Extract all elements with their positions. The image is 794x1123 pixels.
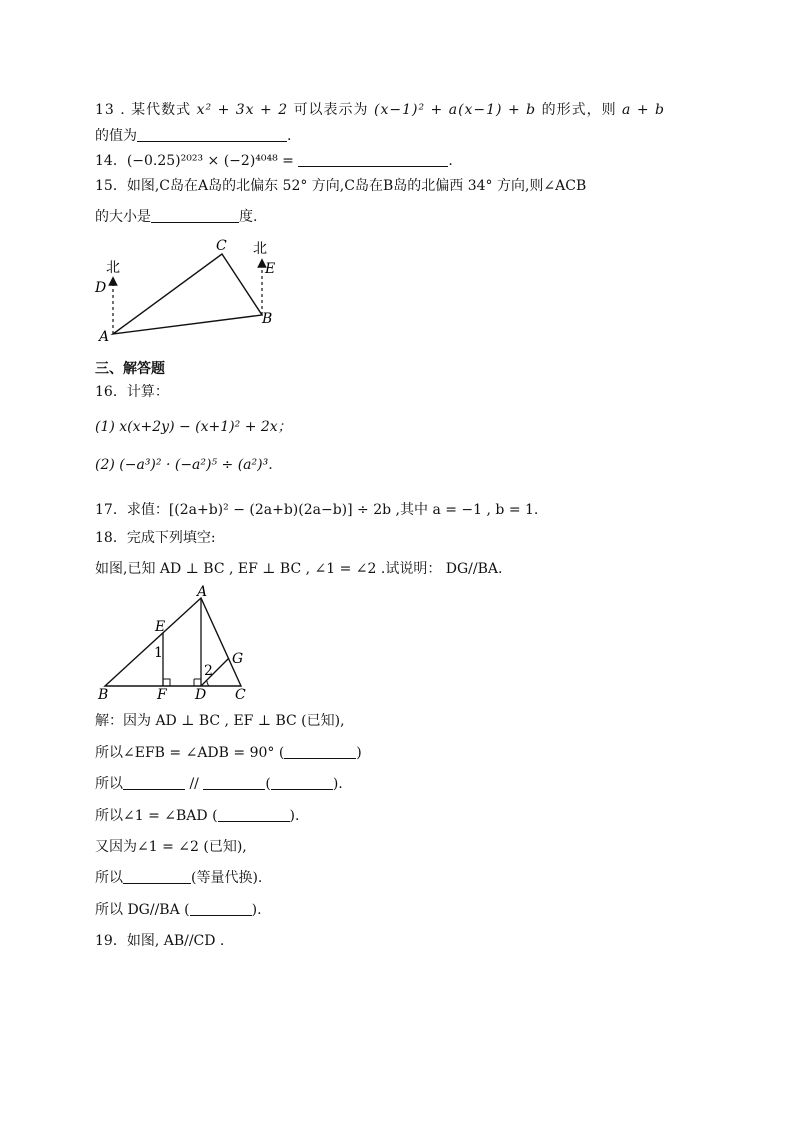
q15-unit: 度. — [239, 209, 258, 225]
figure-18 — [95, 585, 255, 705]
q18-step7-text: 所以 DG//BA ( — [95, 902, 190, 918]
question-14: 14．(−0.25)²⁰²³ × (−2)⁴⁰⁴⁸ = . — [95, 153, 453, 169]
fig18-point-d: D — [195, 687, 207, 703]
q18-given: 如图,已知 AD ⊥ BC , EF ⊥ BC , ∠1 = ∠2 .试说明： DG//BA. — [95, 561, 503, 577]
question-16-part2 — [95, 455, 273, 475]
q18-step4 — [95, 806, 299, 826]
q18-step6-blank[interactable] — [123, 869, 191, 884]
q18-step3-reason-blank[interactable] — [271, 775, 333, 790]
fig18-point-f: F — [157, 687, 167, 703]
question-18-given — [95, 559, 502, 579]
angle-2-arc — [207, 681, 209, 686]
fig18-point-b: B — [98, 687, 109, 703]
q15-line2: 的大小是 — [95, 209, 151, 225]
q18-step7-blank[interactable] — [190, 901, 252, 916]
q18-step3-parallel: // — [189, 776, 199, 792]
fig18-angle-1-label: 1 — [154, 645, 163, 661]
question-18-title — [95, 528, 216, 548]
q18-step5 — [95, 837, 247, 857]
q18-step3-close: ). — [332, 776, 343, 792]
q18-step4-blank[interactable] — [218, 807, 290, 822]
question-16-title — [95, 382, 169, 402]
right-angle-f — [163, 679, 170, 686]
question-16-part1 — [95, 417, 292, 437]
q18-step7 — [95, 900, 262, 920]
q14-text: 14．(−0.25)²⁰²³ × (−2)⁴⁰⁴⁸ = — [95, 153, 294, 169]
point-c-label: C — [216, 238, 227, 254]
q18-step6-text: 所以 — [95, 870, 123, 886]
section-title — [95, 359, 165, 379]
fig18-point-a: A — [197, 585, 208, 600]
q16-title: 16．计算： — [95, 384, 169, 400]
q16-part2: (2) (−a³)² · (−a²)⁵ ÷ (a²)³. — [95, 457, 273, 473]
point-b-label: B — [262, 311, 273, 327]
fig18-point-g: G — [232, 651, 244, 667]
section-3-title: 三、解答题 — [95, 361, 165, 377]
question-15-line1 — [95, 176, 586, 196]
figure-15 — [90, 235, 290, 347]
point-a-label: A — [99, 329, 110, 345]
question-19 — [95, 931, 224, 951]
q18-title: 18．完成下列填空: — [95, 530, 216, 546]
q18-step3 — [95, 774, 343, 794]
fig18-point-e: E — [155, 619, 166, 635]
q13-ask: a + b — [622, 102, 665, 118]
question-13-line2: 的值为 . — [95, 128, 292, 144]
q13-answer-blank[interactable] — [137, 127, 287, 142]
q18-step3-text: 所以 — [95, 776, 123, 792]
triangle-acb — [113, 254, 262, 334]
q13-tail: 的形式，则 — [541, 102, 617, 118]
q18-step3-blank1[interactable] — [123, 775, 185, 790]
q18-step2-blank[interactable] — [284, 744, 356, 759]
q18-step4-text: 所以∠1 = ∠BAD ( — [95, 808, 218, 824]
q18-step1-text: 解：因为 AD ⊥ BC , EF ⊥ BC (已知), — [95, 713, 345, 729]
q18-step2 — [95, 743, 362, 763]
point-e-label: E — [265, 261, 276, 277]
north-label-a: 北 — [106, 260, 120, 276]
point-d-label: D — [95, 280, 107, 296]
q16-part1: (1) x(x+2y) − (x+1)² + 2x； — [95, 419, 292, 435]
q18-step4-close: ). — [289, 808, 300, 824]
question-15-line2 — [95, 207, 257, 227]
triangle-abc — [105, 598, 244, 686]
question-13-line1 — [95, 100, 665, 120]
q18-step5-text: 又因为∠1 = ∠2 (已知), — [95, 839, 247, 855]
north-label-b: 北 — [253, 241, 267, 257]
q18-step6 — [95, 868, 262, 888]
q15-line1: 15．如图,C岛在A岛的北偏东 52° 方向,C岛在B岛的北偏西 34° 方向,则∠ACB — [95, 178, 587, 194]
q13-mid: 可以表示为 — [293, 102, 369, 118]
q13-lead: 13 . 某代数式 — [95, 102, 192, 118]
q17-text: 17．求值：[(2a+b)² − (2a+b)(2a−b)] ÷ 2b ,其中 a = −1 , b = 1. — [95, 502, 539, 518]
fig18-point-c: C — [235, 687, 246, 703]
q18-step1 — [95, 711, 345, 731]
q14-answer-blank[interactable] — [298, 152, 448, 167]
q18-step2-text: 所以∠EFB = ∠ADB = 90° ( — [95, 745, 285, 761]
fig18-angle-2-label: 2 — [204, 663, 213, 679]
q18-step3-blank2[interactable] — [203, 775, 265, 790]
q13-form: (x−1)² + a(x−1) + b — [374, 102, 537, 118]
q15-answer-blank[interactable] — [151, 208, 239, 223]
q18-step7-close: ). — [251, 902, 262, 918]
question-17 — [95, 500, 538, 520]
q13-line2: 的值为 — [95, 128, 137, 144]
q18-step6-reason: (等量代换). — [191, 870, 263, 886]
q19-text: 19．如图, AB//CD . — [95, 933, 225, 949]
q13-expression: x² + 3x + 2 — [196, 102, 289, 118]
q18-step2-close: ) — [356, 745, 362, 761]
q18-step3-open: ( — [265, 776, 271, 792]
